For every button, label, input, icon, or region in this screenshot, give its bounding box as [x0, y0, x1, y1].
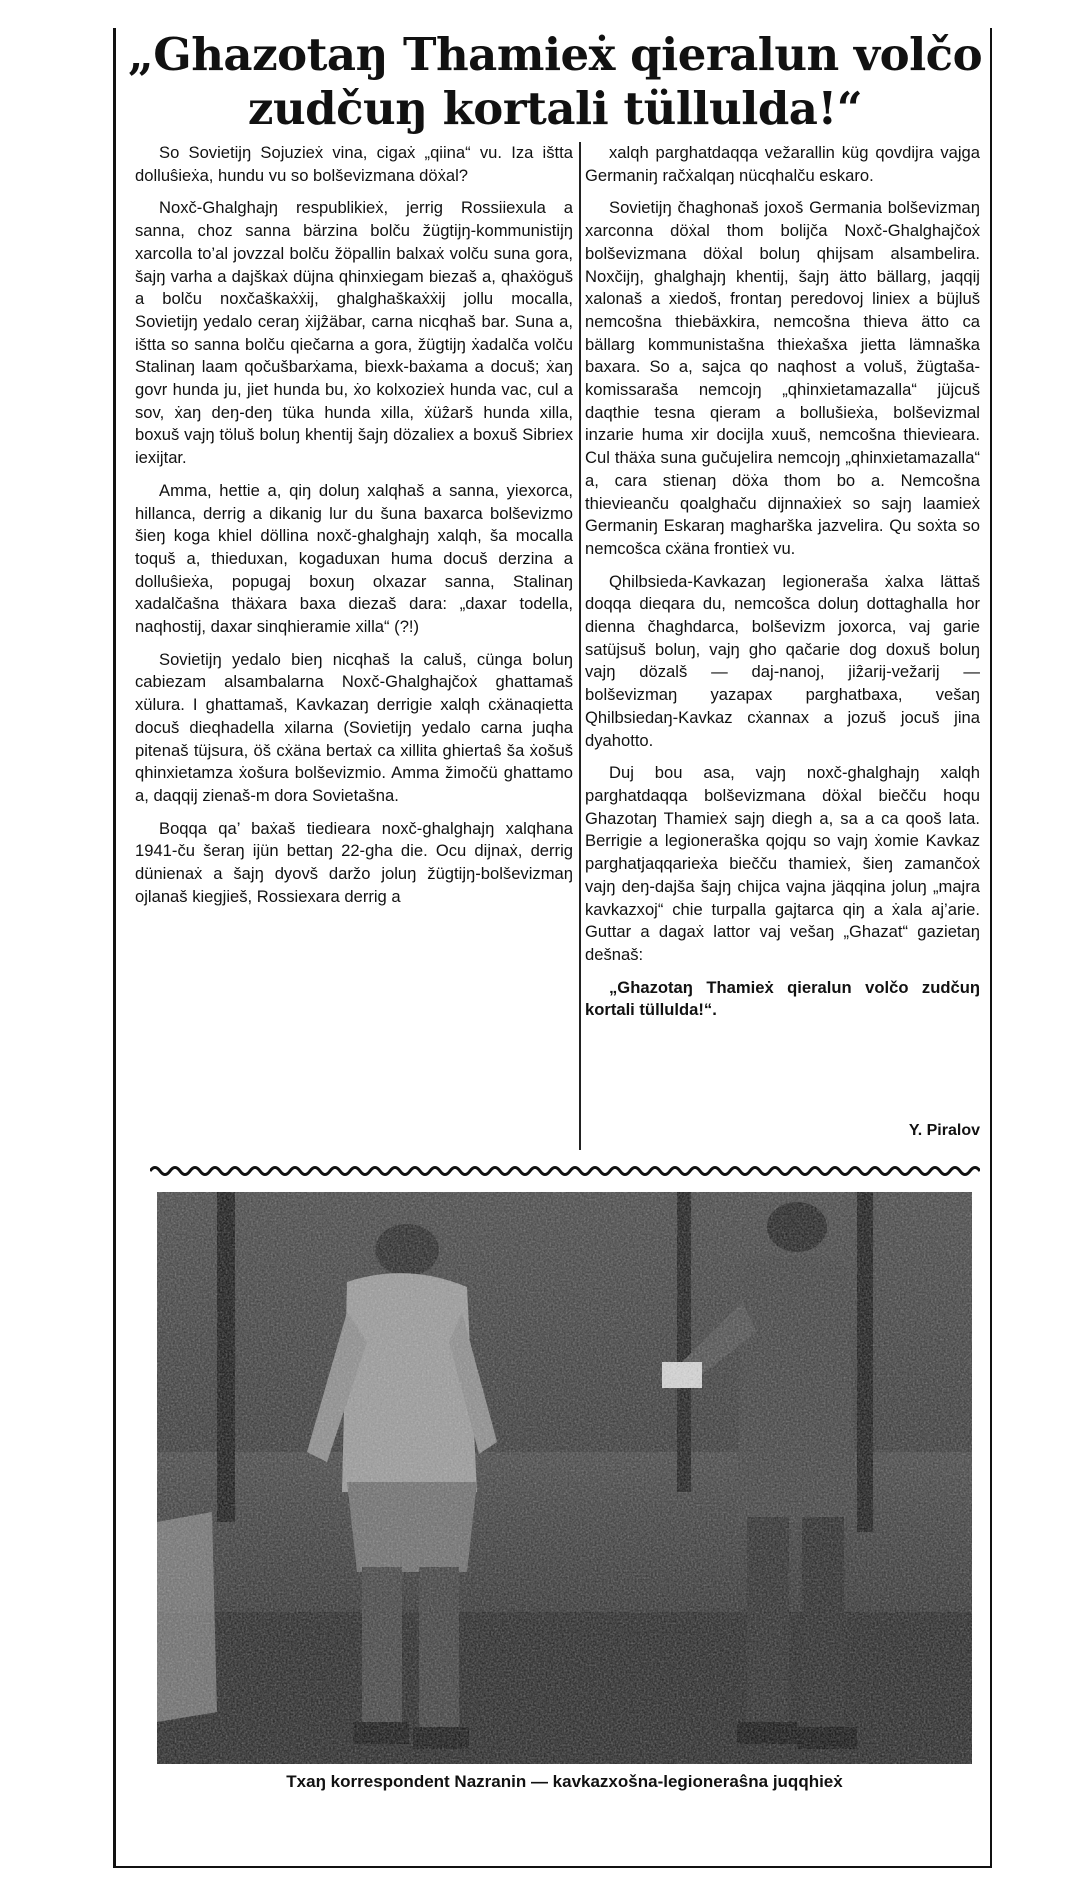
page-frame-left [113, 28, 116, 1868]
paragraph: Sovietijŋ čhaghonaš joxoš Germania bolševizmaŋ xarconna döẋal thom bolijča Noxč-Ghalghajčoẋ bolševizmana döẋal boluŋ qhijsam alsambelira. Noxčijŋ, ghalghajŋ khentij, šajŋ ätto bällarg, jaqqij xalonaš a xiedoš, frontaŋ peredovoj liniex a büjluš nemcošna thiebäxkira, nemcošna thieva ätto ca bällarg kommunistašna thieẋašxa jietta lämnaška baxara. So a, sajca qo naqhost a voluš, žügtaša-komissaraša nemcojŋ „qhinxietamazalla“ jüjcuš daqthie tesna qieram a bollušieẋa, bolševizmal inzarie huma xir docijla xuuš, nemcošna thievieara. Cul thäẋa suna gučujelira nemcojŋ „qhinxietamazalla“ a, cara stienaŋ döẋa thom bo a. Nemcošna thievieanču qoalghaču dijnnaẋieẋ so sajŋ laamieẋ Germaniŋ Eskaraŋ magharška jazvelira. Qu soẋta so nemcošca cẋäna frontieẋ vu. [585, 198, 980, 558]
article-headline: „Ghazotaŋ Thamieẋ qieralun volčo zudčuŋ kortali tüllulda!“ [127, 28, 983, 135]
page-frame-bottom [113, 1866, 992, 1868]
column-divider [579, 142, 581, 1150]
wavy-separator [150, 1162, 980, 1180]
paragraph: Boqqa qa’ baẋaš tiedieara noxč-ghalghajŋ xalqhana 1941-ču šeraŋ ijün bettaŋ 22-gha die. Ocu dijnaẋ, derrig dünienaẋ a šajŋ dyovš daržo joluŋ žügtijŋ-bolševizmaŋ ojlanaš kiegjieš, Rossiexara derrig a [135, 818, 573, 906]
paragraph: So Sovietijŋ Sojuzieẋ vina, cigaẋ „qiina“ vu. Iza ištta dolluŝieẋa, hundu vu so bolševizmana döẋal? [135, 143, 573, 185]
paragraph: Amma, hettie a, qiŋ doluŋ xalqhaš a sanna, yiexorca, hillanca, derrig a dikanig lur du šuna baxarca bolševizmo šieŋ koga khiel döllina noxč-ghalghajŋ xalqh, ša mocalla toquš a, thieduxan, kogaduxan huma docuš derzina a dolluŝieẋa, popugaj boxuŋ olxazar sanna, Stalinaŋ xadalčašna thäẋara baxa diezaš dara: „daxar todella, naqhostij, daxar sinqhieramie xilla“ (?!) [135, 480, 573, 637]
author-signature: Y. Piralov [908, 1122, 980, 1139]
paragraph: Noxč-Ghalghajŋ respublikieẋ, jerrig Rossiiexula a sanna, choz sanna bärzina bolču žügtijŋ-kommunistijŋ xarcolla to’al jovzzal bolču žöpallin balxaẋ volču suna gora, šajŋ varha a dajškaẋ düjna qhinxiegam biezaš a, qhaẋöguš a bolču noxčaškaẋẋij, ghalghaškaẋẋij jollu mocalla, Sovietijŋ yedalo ceraŋ ẋijẑäbar, carna nicqhaš bar. Suna a, ištta so sanna bolču qiečarna a gora, žügtijŋ ẋadalča volču Stalinaŋ laam qočušbarẋama, biexk-baẋama a docuš; ẋaŋ govr hunda ju, jiet hunda bu, ẋo kolxozieẋ hunda vac, cul a sov, ẋaŋ deŋ-deŋ tüka hunda xilla, ẋüẑarš hunda xilla, boxuš vajŋ töluš boluŋ khentij šajŋ dözaliex a boxuš Sibriex iexijtar. [135, 198, 573, 468]
paragraph: Sovietijŋ yedalo bieŋ nicqhaš la caluš, cünga boluŋ cabiezam alsambalarna Noxč-Ghalghajčoẋ ghattamaš xülura. I ghattamaš, Kavkazaŋ derrigie xalqh cẋänaqietta docuš dieqhadella xilarna (Sovietijŋ yedalo carna juqha pitenaš tüjsura, öš cẋäna bertaẋ ca xillita ghiertaŝ ša ẋošuš qhinxietamza ẋošura bolševizmio. Amma žimočü ghattamo a, daqqij zienaš-m dora Sovietašna. [135, 649, 573, 805]
article-right-column [585, 142, 980, 1032]
photo-caption: Txaŋ korrespondent Nazranin — kavkazxošna-legioneraŝna juqqhieẋ [286, 1772, 843, 1791]
page-frame-right [990, 28, 992, 1868]
closing-quote: „Ghazotaŋ Thamieẋ qieralun volčo zudčuŋ kortali tüllulda!“. [585, 977, 980, 1020]
legionnaires-photo [157, 1192, 972, 1764]
article-left-column [135, 142, 573, 919]
paragraph: xalqh parghatdaqqa vežarallin küg qovdijra vajga Germaniŋ račẋalqaŋ nücqhalču eskaro. [585, 143, 980, 185]
paragraph: Duj bou asa, vajŋ noxč-ghalghajŋ xalqh parghatdaqqa bolševizmana döẋal biečču hoqu Ghazotaŋ Thamieẋ sajŋ diegh a, sa a ca qooš lata. Berrigie a legioneraška qojqu so vajŋ ẋomie Kavkaz parghatjaqqarieẋa biečču thamieẋ, šieŋ zamančoẋ vajŋ deŋ-dajša šajŋ chijca vajna jäqqina joluŋ „majra kavkazxoj“ chie turpalla gajtarca qiŋ a ẋala aj’arie. Guttar a dagaẋ lattor vaj vešaŋ „Ghazat“ gazietaŋ dešnaš: [585, 763, 980, 964]
paragraph: Qhilbsieda-Kavkazaŋ legioneraša ẋalxa lättaš doqqa dieqara du, nemcošca doluŋ dottaghalla hor dienna čhaghdarca, bolševizm joxorca, vaj garie satüjsuš boluŋ, vajŋ gho qačarie dog doxuš boluŋ vajŋ dözalš — daj-nanoj, jiẑarij-vežarij — bolševizmaŋ yazapax parghatbaxa, vešaŋ Qhilbsiedaŋ-Kavkaz cẋannax a jozuš jocuš jina dyahotto. [585, 571, 980, 750]
